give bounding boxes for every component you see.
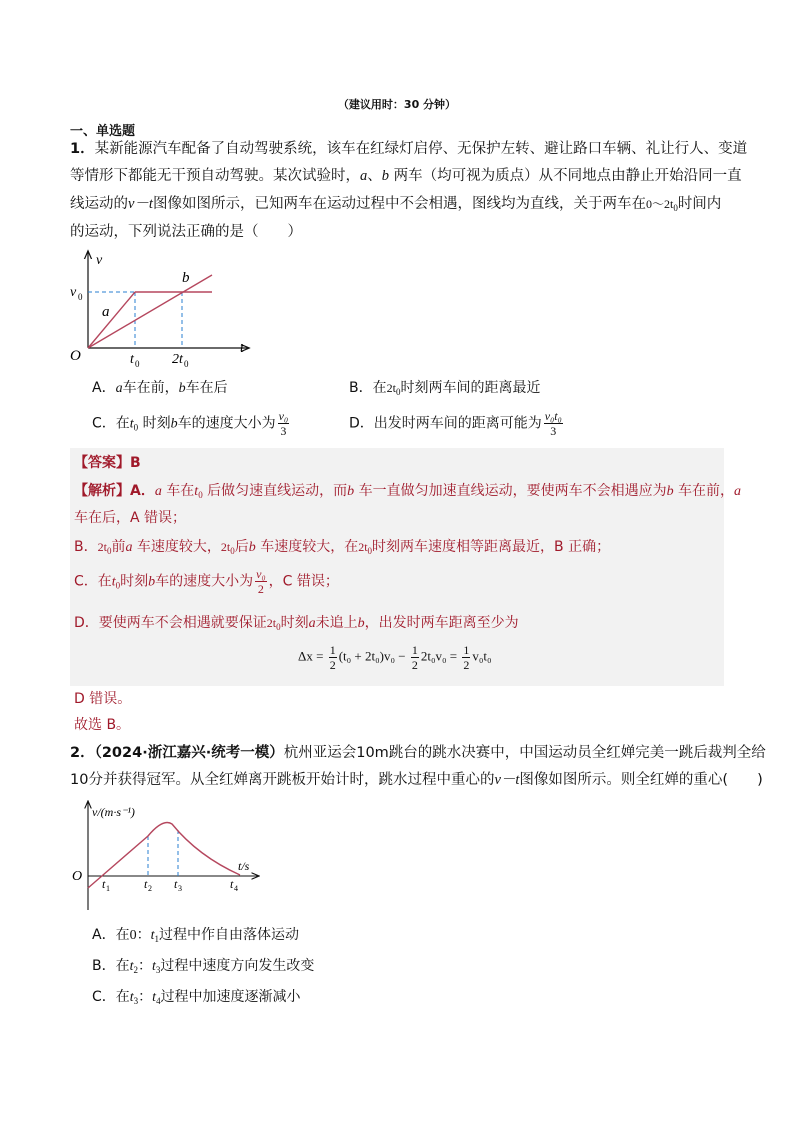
q2-t2-label: t: [144, 877, 148, 891]
q2-choice-c-2: t: [129, 990, 134, 1005]
formula-half-den-1: 2: [329, 658, 336, 672]
q1-analysis-c-den: 2: [257, 582, 264, 596]
formula-half-den-3: 2: [463, 658, 470, 672]
q1-analysis-b-6: 时刻两车速度相等距离最近，B 正确；: [372, 539, 611, 555]
q2-choice-b-label: B．: [92, 958, 116, 974]
q1-stem-line2-rest: 两车（均可视为质点）从不同地点由静止开始沿同一直: [389, 168, 742, 184]
q2-stem-vt: v－t: [494, 772, 520, 788]
q2-source: （2024·浙江嘉兴·统考一模）: [94, 745, 284, 761]
q1-analysis-a-3: 后做匀速直线运动，而: [202, 483, 348, 499]
q2-origin: O: [72, 869, 83, 884]
q1-formula: [298, 644, 492, 671]
q1-analysis-a-4: 车一直做匀加速直线运动，要使两车不会相遇应为: [354, 483, 667, 499]
q2-choice-b-4sub: 3: [155, 965, 161, 975]
q2-t1-sub: 1: [106, 884, 110, 893]
q1-choice-c-label: C．: [92, 415, 116, 432]
q1-analysis-a-2: 车在: [161, 483, 195, 499]
q1-stem-b: b: [381, 168, 389, 184]
q1-choice-c-var-b: b: [170, 416, 178, 432]
q1-origin: O: [70, 348, 81, 364]
q2-vt-graph: [68, 796, 268, 914]
q1-stem-line3-mid: 图像如图所示，已知两车在运动过程中不会相遇，图线均为直线，关于两车在: [152, 196, 646, 212]
q1-stem-sep: 、: [367, 168, 382, 184]
q1-choice-a-var-a: a: [115, 381, 123, 396]
q1-analysis-a-1: A．: [130, 483, 155, 499]
q1-choice-c-text3: 车的速度大小为: [177, 415, 276, 432]
q2-choice-a-2: 0: [129, 928, 137, 943]
formula-p1: (t₀ + 2t₀)v₀ −: [338, 648, 406, 664]
q2-t2-sub: 2: [148, 884, 152, 893]
q1-stem-line4: 的运动，下列说法正确的是（ ）: [70, 224, 302, 240]
q1-choice-c-text1: 在: [115, 415, 130, 432]
q1-t0-sub: 0: [135, 359, 140, 369]
formula-p2: 2t₀v₀ =: [420, 648, 458, 664]
q1-conclusion: 故选 B。: [74, 717, 131, 733]
q1-analysis-d: D．要使两车不会相遇就要保证$2t_0$时刻a未追上b，出发时两车距离至少为: [74, 615, 519, 632]
q2-choice-c-3: ：: [138, 989, 153, 1005]
q1-choice-c-den: 3: [280, 424, 287, 438]
q2-choice-a-3: ：: [136, 927, 151, 943]
q1-analysis-a: 【解析】A．a 车在$t_0$ 后做匀速直线运动，而b 车一直做匀加速直线运动，要使两车不会相遇应为b 车在前，a: [74, 483, 742, 500]
q1-analysis-d-2: 时刻: [280, 615, 309, 631]
q1-choice-c[interactable]: [92, 410, 291, 437]
q1-analysis-b-3: 车速度较大，: [132, 539, 221, 555]
q1-choice-c-num: v₀: [278, 409, 289, 423]
q1-analysis-c-1: C．在: [74, 573, 112, 590]
q2-choice-a-4: t: [150, 928, 155, 943]
q1-choice-a-label: A．: [92, 380, 116, 396]
q2-stem-line1: [70, 741, 766, 762]
q2-choice-a[interactable]: [92, 924, 299, 944]
q1-choice-c-sub: 0: [133, 422, 139, 433]
q2-t3-label: t: [174, 877, 178, 891]
q1-choice-d-den: 3: [550, 424, 557, 438]
q1-choice-d-label: D．: [349, 415, 374, 432]
q2-choice-b-1: 在: [115, 958, 130, 974]
q1-choice-b[interactable]: [349, 377, 540, 397]
formula-half-den-2: 2: [411, 658, 418, 672]
q2-stem-line2-post: 图像如图所示。则全红婵的重心( ): [519, 772, 763, 788]
q1-stem-range-sub: 0: [673, 203, 678, 213]
formula-half-num-3: 1: [463, 643, 470, 657]
q2-choice-c-4sub: 4: [156, 996, 161, 1006]
q1-choice-d-num: v₀t₀: [544, 409, 562, 423]
q1-choice-b-text2: 时刻两车间的距离最近: [400, 380, 541, 396]
q1-analysis-d-1: D．要使两车不会相遇就要保证: [74, 615, 267, 631]
time-hint: （建议用时：30 分钟）: [337, 98, 457, 111]
q1-analysis-c-2: 时刻: [120, 573, 149, 590]
q1-analysis-c: C．在$t_0$时刻b车的速度大小为 $\frac{\text{v₀}}{2}$ ，C 错误；: [74, 567, 339, 596]
q2-t3-sub: 3: [178, 884, 182, 893]
q1-v0-sub: 0: [78, 292, 83, 302]
q2-choice-a-5: 过程中作自由落体运动: [158, 927, 299, 943]
q1-axis-v: v: [96, 253, 103, 268]
q2-choice-c-5: 过程中加速度逐渐减小: [160, 989, 301, 1005]
q2-t4-label: t: [230, 877, 234, 891]
q2-choice-c-1: 在: [115, 989, 130, 1005]
q2-axis-v: v/(m·s⁻¹): [92, 805, 135, 819]
q1-axis-t: t: [240, 341, 244, 356]
q2-stem-line2-text: 10分并获得冠军。从全红婵离开跳板开始计时，跳水过程中重心的: [70, 772, 495, 788]
q1-choice-b-label: B．: [349, 380, 373, 396]
q1-choice-c-text2: 时刻: [138, 415, 171, 432]
q2-axis-t: t/s: [238, 859, 250, 873]
q2-choice-c-2sub: 3: [133, 996, 139, 1006]
q1-analysis-c-3: 车的速度大小为: [155, 573, 254, 590]
q2-choice-b-3: ：: [138, 958, 152, 974]
formula-half-num-2: 1: [411, 643, 418, 657]
q1-vt-graph: [64, 244, 264, 370]
q1-line-a: [88, 292, 135, 348]
q1-choice-a-var-b: b: [178, 381, 186, 396]
q2-choice-c-label: C．: [92, 989, 116, 1005]
section-title: 一、单选题: [70, 124, 136, 139]
q1-stem-line3-pre: 线运动的: [70, 196, 128, 212]
q2-stem-line1-rest: 杭州亚运会10m跳台的跳水决赛中，中国运动员全红婵完美一跳后裁判全给: [283, 745, 766, 761]
q2-t1-label: t: [102, 877, 106, 891]
q1-analysis-d-end: D 错误。: [74, 691, 132, 707]
q1-analysis-b: B．$2t_0$前a 车速度较大，$2t_0$后b 车速度较大，在$2t_0$时刻两车速度相等距离最近，B 正确；: [74, 539, 611, 556]
q1-analysis-a-line2: 车在后，A 错误；: [74, 510, 187, 526]
q2-choice-b[interactable]: [92, 955, 314, 975]
q1-stem-range: 0～2t: [645, 197, 674, 211]
q2-choice-c-4: t: [152, 990, 157, 1005]
q1-analysis-b-2: 前: [111, 539, 126, 555]
q2-stem-line2: [70, 768, 763, 789]
q2-choice-b-5: 过程中速度方向发生改变: [160, 958, 315, 974]
q1-choice-a-text1: 车在前，: [122, 380, 179, 396]
q1-2t0-sub: 0: [184, 359, 189, 369]
q1-analysis-label: 【解析】: [74, 483, 130, 499]
q1-analysis-c-4: ，C 错误；: [268, 573, 339, 590]
q2-choice-b-2sub: 2: [133, 965, 138, 975]
q1-analysis-a-5: 车在前，: [673, 483, 735, 499]
q1-label-b: b: [182, 270, 190, 286]
q1-stem-vt: v－t: [128, 196, 153, 212]
formula-half-num-1: 1: [329, 643, 336, 657]
q1-choice-b-text1: 在: [372, 380, 387, 396]
q1-choice-c-t: t: [129, 416, 134, 432]
q1-answer: 【答案】B: [74, 455, 141, 471]
q1-analysis-b-5: 车速度较大，在: [255, 539, 359, 555]
q1-v0-label: v: [70, 285, 77, 300]
q1-choice-b-sub: 0: [395, 387, 401, 397]
q1-choice-b-t: 2t: [386, 381, 396, 395]
q2-choice-a-1: 在: [115, 927, 130, 943]
q2-curve: [88, 823, 240, 889]
q1-analysis-b-1: B．: [74, 539, 98, 555]
q2-number: 2．: [70, 745, 95, 761]
q1-analysis-b-4: 后: [234, 539, 249, 555]
q1-label-a: a: [102, 304, 110, 320]
q2-choice-c[interactable]: [92, 986, 301, 1006]
q2-choice-b-2: t: [129, 959, 134, 974]
q1-t0-label: t: [130, 352, 134, 367]
q1-2t0-label: 2t: [172, 352, 183, 367]
q1-stem-a: a: [360, 168, 368, 184]
q1-choice-a[interactable]: [92, 377, 228, 397]
q1-stem-line1: 某新能源汽车配备了自动驾驶系统，该车在红绿灯启停、无保护左转、避让路口车辆、礼让行人、变道: [94, 141, 748, 157]
formula-dx: Δx =: [298, 648, 324, 664]
q1-number: 1．: [70, 141, 95, 157]
q1-analysis-d-3: 未追上: [315, 615, 358, 631]
q1-analysis-c-num: v₀: [256, 567, 266, 581]
q1-choice-a-text2: 车在后: [185, 380, 228, 396]
q1-stem-line2: 等情形下都能无干预自动驾驶。某次试验时，: [70, 168, 360, 184]
q2-t4-sub: 4: [234, 884, 238, 893]
q2-choice-a-label: A．: [92, 927, 116, 943]
q1-stem-line3-post: 时间内: [677, 196, 722, 212]
q2-choice-b-4: t: [152, 959, 156, 974]
q1-choice-d-text1: 出发时两车间的距离可能为: [373, 415, 542, 432]
q1-choice-d[interactable]: [349, 410, 565, 437]
q1-analysis-d-4: ，出发时两车距离至少为: [364, 615, 519, 631]
q2-choice-a-4sub: 1: [154, 934, 159, 944]
formula-p3: v₀t₀: [472, 648, 492, 664]
